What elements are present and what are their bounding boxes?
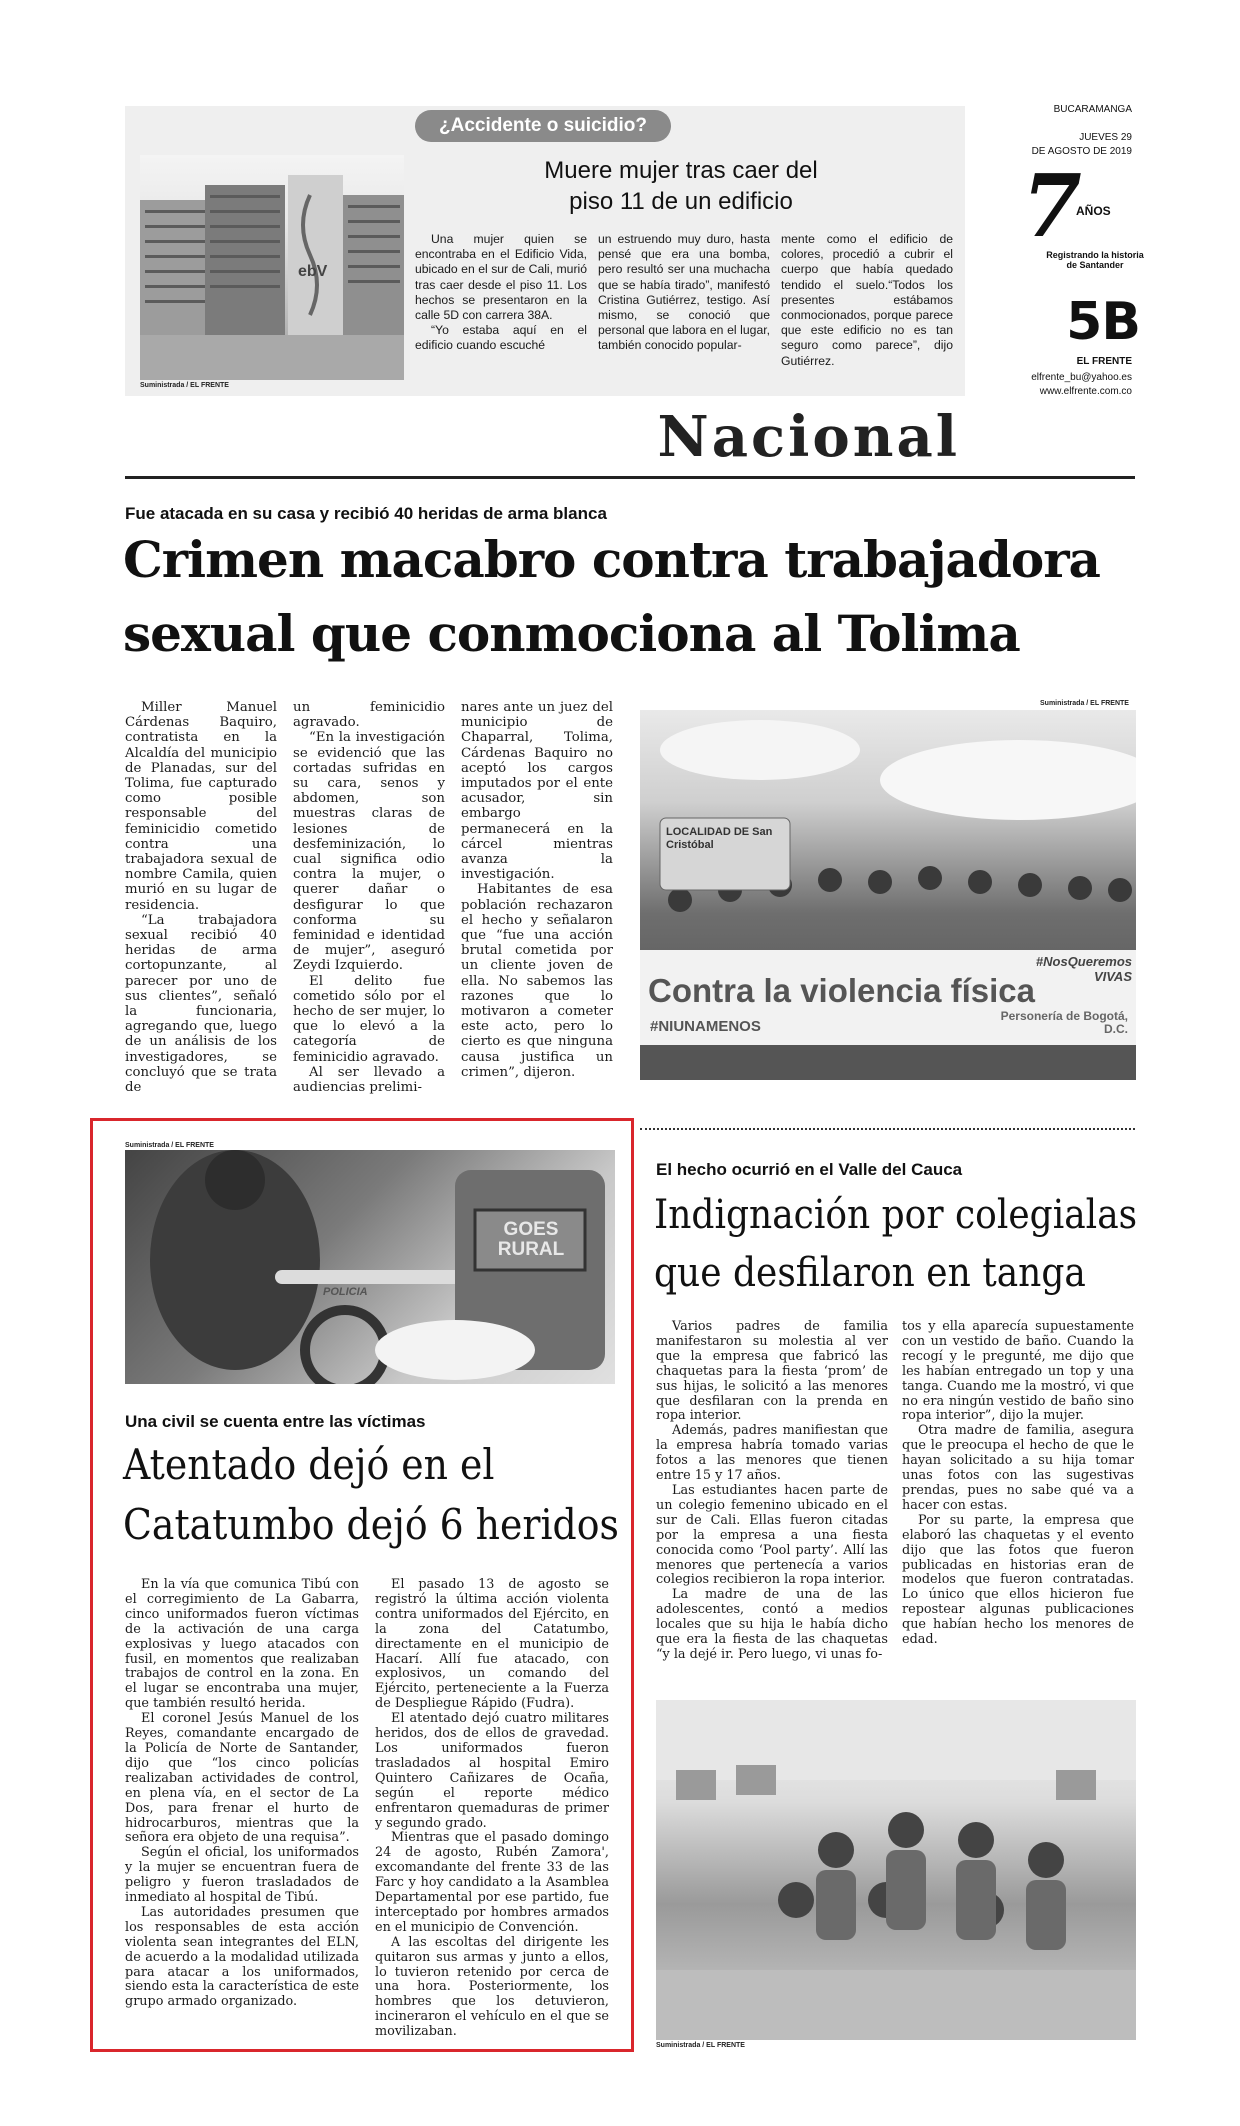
paragraph: El pasado 13 de agosto se registró la última acción violenta contra uniformados del Ejército, en la zona del Catatumbo, directamente en el municipio de Hacarí. Allí fue atacado, con explosivos, un comando del Ejército, perteneciente a la Fuerza de Despliegue Rápido (Fudra). <box>375 1577 609 1712</box>
paragraph: En la vía que comunica Tibú con el corregimiento de La Gabarra, cinco uniformados fueron víctimas de la activación de una carga explosivas y luego atacados con fusil, en momentos que realizaban trabajos de control en la zona. En el lugar se encontraba una mujer, que también resultó herida. <box>125 1577 359 1712</box>
valle-headline-line2: que desfilaron en tanga <box>654 1250 1086 1296</box>
paragraph: Varios padres de familia manifestaron su molestia al ver que la empresa que fabricó las chaquetas para la fiesta ‘prom’ de sus hijas, le solicitó a las menores que desfilaran con la prenda en ropa interior. <box>656 1319 888 1424</box>
march-sign: LOCALIDAD DE San Cristóbal <box>666 826 773 851</box>
catatumbo-kicker: Una civil se cuenta entre las víctimas <box>125 1412 426 1431</box>
anniversary-tagline: Registrando la historia de Santander <box>1046 250 1144 270</box>
catatumbo-col-2 <box>375 1578 609 2040</box>
top-story-photo <box>140 155 404 380</box>
paragraph: Las estudiantes hacen parte de un colegio femenino ubicado en el sur de Cali. Ellas fueron citadas por la empresa a una fiesta conocida como ‘Pool party’. Allí las menores que pertenecía a varios colegios recibieron la ropa interior. <box>656 1482 888 1588</box>
banner-text: Contra la violencia física <box>648 972 1035 1009</box>
vest-text: GOES RURAL <box>497 1219 565 1260</box>
banner-campaign: #NosQueremos VIVAS <box>1035 954 1132 984</box>
paragraph: mente como el edificio de colores, procedió a cubrir el cuerpo que había quedado tendido el suelo.“Todos los presentes estábamos conmocionados, porque parece que este edificio no es tan seguro como parece”, dijo Gutiérrez. <box>781 232 953 368</box>
building-illustration <box>140 155 404 380</box>
main-story-col-1 <box>125 700 277 1095</box>
valle-col-1 <box>656 1320 888 1663</box>
paragraph: tos y ella aparecía supuestamente con un vestido de baño. Cuando la recogí y le pregunté, me dijo que les habían entregado un top y una tanga. Cuando me la mostró, vi que no era ningún vestido de baño sino ropa interior”, dijo la mujer. <box>902 1319 1134 1424</box>
main-story-kicker: Fue atacada en su casa y recibió 40 heridas de arma blanca <box>125 504 607 523</box>
top-story-photo-credit: Suministrada / EL FRENTE <box>140 382 229 389</box>
main-story-headline-line1: Crimen macabro contra trabajadora <box>123 530 1100 589</box>
top-story-kicker-badge: ¿Accidente o suicidio? <box>415 110 671 142</box>
main-story-headline-line2: sexual que conmociona al Tolima <box>123 604 1020 663</box>
paragraph: Según el oficial, los uniformados y la mujer se encuentran fuera de peligro y fueron trasladados de inmediato al hospital de Tibú. <box>125 1845 359 1906</box>
paragraph: Las autoridades presumen que los responsables de esta acción violenta sean integrantes del ELN, de acuerdo a la modalidad utilizada para atacar a los uniformados, siendo esta la característica de este grupo armado organizado. <box>125 1904 359 2010</box>
catatumbo-photo-credit: Suministrada / EL FRENTE <box>125 1142 214 1149</box>
valle-col-2 <box>902 1320 1134 1648</box>
anniversary-number: 7 <box>1022 156 1082 257</box>
top-story-col-1 <box>415 232 587 354</box>
main-story-photo <box>640 710 1136 1080</box>
paragraph: A las escoltas del dirigente les quitaron sus armas y junto a ellos, lo tuvieron retenido por cerca de una hora. Posteriormente, los hombres que los detuvieron, incineraron el vehículo en el que se movilizaban. <box>375 1934 609 2040</box>
catatumbo-col-1 <box>125 1578 359 2010</box>
paragraph: un feminicidio agravado. <box>293 700 445 731</box>
party-illustration <box>656 1700 1136 2040</box>
paragraph: “En la investigación se evidenció que las cortadas sufridas en su cara, senos y abdomen, son muestras claras de lesiones de desfeminización, lo cual significa odio contra la mujer, o querer dañar o desfigurar lo que conforma su feminidad e identidad de mujer”, aseguró Zeydi Izquierdo. <box>293 730 445 974</box>
header-date-line1: JUEVES 29 <box>1079 132 1132 143</box>
banner-org: Personería de Bogotá, D.C. <box>1000 1009 1128 1036</box>
bike-text: POLICIA <box>323 1286 368 1298</box>
paragraph: El delito fue cometido sólo por el hecho de ser mujer, lo que lo elevó a la categoría de feminicidio agravado. <box>293 973 445 1065</box>
paragraph: “La trabajadora sexual recibió 40 heridas de arma cortopunzante, al parecer por uno de sus clientes”, señaló la funcionaria, agregando que, luego de un análisis de los investigadores, se concluyó que se trata de <box>125 912 277 1096</box>
valle-headline-line1: Indignación por colegialas <box>654 1192 1138 1238</box>
building-sign: ebV <box>298 263 328 280</box>
paragraph: La madre de una de las adolescentes, contó a medios locales que su hija le había dicho que era la fiesta de las chaquetas “y la dejé ir. Pero luego, vi unas fo- <box>656 1587 888 1662</box>
paragraph: nares ante un juez del municipio de Chaparral, Tolima, Cárdenas Baquiro no aceptó los cargos imputados por el ente acusador, sin embargo permanecerá en la cárcel mientras avanza la investigación. <box>461 700 613 883</box>
top-story-col-3 <box>781 232 953 369</box>
header-brand: EL FRENTE <box>1076 356 1132 367</box>
paragraph: Por su parte, la empresa que elaboró las chaquetas y el evento dijo que las fotos que fueron publicadas en historias eran de modelos que fueron contratadas. Lo único que ellos hicieron fue repostear algunas publicaciones que habían hecho los menores de edad. <box>902 1512 1134 1648</box>
paragraph: El atentado dejó cuatro militares heridos, dos de ellos de gravedad. Los uniformados fueron trasladados al hospital Emiro Quintero Cañizares de Ocaña, según el reporte médico enfrentaron quemaduras de primer y segundo grado. <box>375 1711 609 1831</box>
catatumbo-headline-line2: Catatumbo dejó 6 heridos <box>123 1500 619 1549</box>
main-story-col-3 <box>461 700 613 1080</box>
paragraph: Habitantes de esa población rechazaron el hecho y señalaron que “fue una acción brutal cometida por un cliente joven de ella. No sabemos las razones que lo motivaron a cometer este acto, pero lo cierto es que ninguna causa justifica un crimen”, dijeron. <box>461 882 613 1080</box>
section-title: Nacional <box>657 404 960 470</box>
catatumbo-photo <box>125 1150 615 1384</box>
main-story-photo-credit: Suministrada / EL FRENTE <box>1040 700 1129 707</box>
police-illustration <box>125 1150 615 1384</box>
paragraph: El coronel Jesús Manuel de los Reyes, comandante encargado de la Policía de Norte de Santander, dijo que “los cinco policías realizaban actividades de control, en plena vía, en el sector de La Dos, para frenar el hurto de hidrocarburos, mientras que la señora era objeto de una requisa”. <box>125 1711 359 1846</box>
main-story-col-2 <box>293 700 445 1095</box>
header-email[interactable]: elfrente_bu@yahoo.es <box>1031 372 1132 383</box>
catatumbo-headline-line1: Atentado dejó en el <box>123 1440 495 1489</box>
story-separator-dotted <box>640 1128 1135 1130</box>
paragraph: Otra madre de familia, asegura que le preocupa el hecho de que le hayan solicitado a su hija tomar unas fotos con las sugestivas prendas, pues no sabe qué va a hacer con estas. <box>902 1423 1134 1513</box>
paragraph: Mientras que el pasado domingo 24 de agosto, Rubén Zamora', excomandante del frente 33 de las Farc y hoy candidato a la Asamblea Departamental por ese partido, fue interceptado por hombres armados en el municipio de Convención. <box>375 1830 609 1935</box>
anniversary-logo <box>1020 156 1144 280</box>
valle-photo-credit: Suministrada / EL FRENTE <box>656 2042 745 2049</box>
valle-photo <box>656 1700 1136 2040</box>
paragraph: Además, padres manifiestan que la empresa habría tomado varias fotos a las menores que tienen entre 15 y 17 años. <box>656 1423 888 1484</box>
paragraph: Una mujer quien se encontraba en el Edificio Vida, ubicado en el sur de Cali, murió tras caer desde el piso 11. Los hechos se presentaron en la calle 5D con carrera 38A. <box>415 232 587 323</box>
paragraph: Miller Manuel Cárdenas Baquiro, contratista en la Alcaldía del municipio de Planadas, sur del Tolima, fue capturado como posible responsable del feminicidio cometido contra una trabajadora sexual de nombre Camila, quien murió en su lugar de residencia. <box>125 700 277 913</box>
section-rule <box>125 476 1135 479</box>
page-number: 5B <box>1066 292 1140 352</box>
paragraph: Al ser llevado a audiencias prelimi- <box>293 1064 445 1096</box>
header-city: BUCARAMANGA <box>1053 104 1132 115</box>
header-website[interactable]: www.elfrente.com.co <box>1039 386 1132 397</box>
valle-kicker: El hecho ocurrió en el Valle del Cauca <box>656 1160 963 1179</box>
banner-hashtag: #NIUNAMENOS <box>650 1018 761 1035</box>
top-story-col-2 <box>598 232 770 354</box>
anniversary-word: AÑOS <box>1076 204 1111 218</box>
paragraph: un estruendo muy duro, hasta pensé que era una bomba, pero resultó ser una muchacha que se había tirado”, manifestó Cristina Gutiérrez, testigo. Así mismo, se conoció que personal que labora en el lugar, también conocido popular- <box>598 232 770 353</box>
paragraph: “Yo estaba aquí en el edificio cuando escuché <box>415 323 587 353</box>
top-story-headline: Muere mujer tras caer del piso 11 de un edificio <box>544 157 818 215</box>
header-date-line2: DE AGOSTO DE 2019 <box>1031 146 1132 157</box>
